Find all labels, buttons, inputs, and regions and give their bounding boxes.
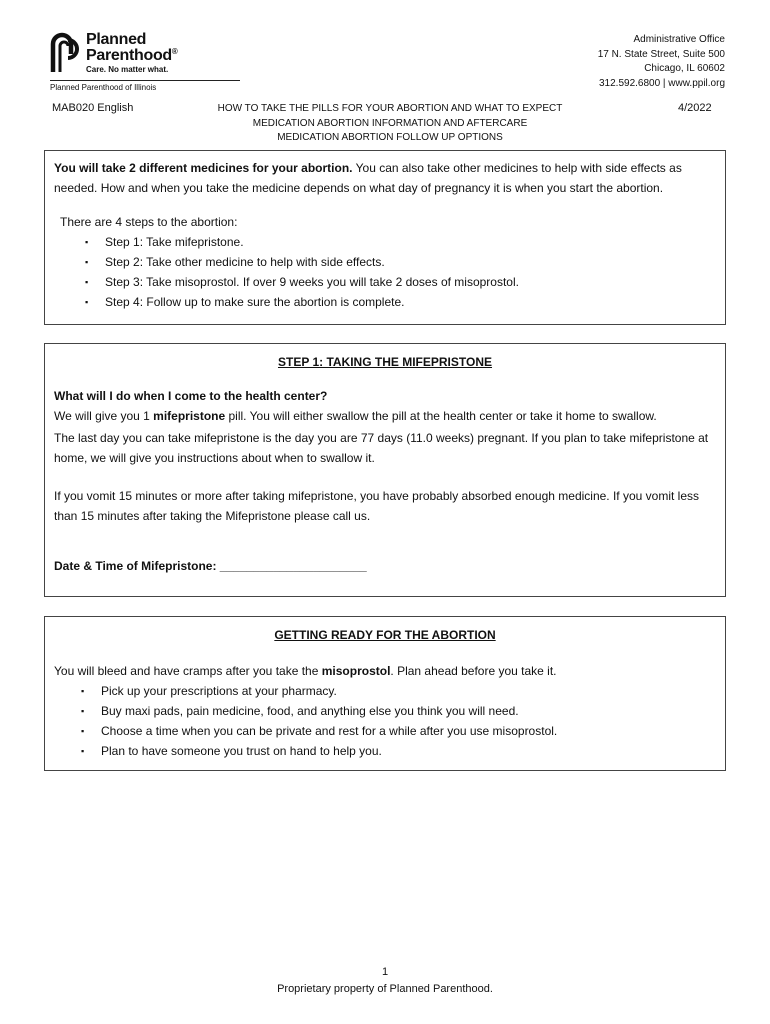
bullet-icon: ▪ [81,726,85,736]
step-text: Step 3: Take misoprostol. If over 9 weeks you will take 2 doses of misoprostol. [105,275,519,289]
logo-divider [50,80,240,81]
intro-bold-lead: You will take 2 different medicines for your abortion. [54,161,353,175]
list-item [85,272,716,292]
item-text: Plan to have someone you trust on hand to help you. [101,744,382,758]
footer-text: Proprietary property of Planned Parenthood. [277,983,493,995]
title-line: HOW TO TAKE THE PILLS FOR YOUR ABORTION AND WHAT TO EXPECT [217,103,563,114]
bullet-icon: ▪ [81,686,85,696]
office-line: 312.592.6800 | www.ppil.org [598,77,725,89]
step1-paragraph-2: The last day you can take mifepristone is the day you are 77 days (11.0 weeks) pregnant. If you plan to take mifepristone at home, we will give you instructions about when to swallow it. [54,431,709,465]
registered-mark: ® [171,47,178,56]
list-item [85,292,716,312]
text-span: . Plan ahead before you take it. [390,664,557,678]
text-span: You will bleed and have cramps after you take the [54,664,322,678]
item-text: Buy maxi pads, pain medicine, food, and anything else you think you will need. [101,704,519,718]
list-item [81,681,716,701]
step1-box [44,343,726,597]
bullet-icon: ▪ [85,237,89,247]
office-line: Administrative Office [633,34,725,45]
getting-ready-heading: GETTING READY FOR THE ABORTION [274,628,496,642]
office-address [598,33,725,91]
mifepristone-bold: mifepristone [153,409,226,423]
bullet-icon: ▪ [85,297,89,307]
list-item [85,232,716,252]
document-title [215,102,565,146]
step1-paragraph-1 [54,406,716,426]
text-span: pill. You will either swallow the pill at the health center or take it home to swallow. [225,409,657,423]
mifepristone-date-field[interactable]: Date & Time of Mifepristone: ______________________ [54,559,367,573]
page-number: 1 [381,966,389,978]
item-text: Pick up your prescriptions at your pharmacy. [101,684,337,698]
getting-ready-box [44,616,726,771]
misoprostol-bold: misoprostol [321,664,391,678]
bullet-icon: ▪ [85,277,89,287]
text-span: We will give you 1 [54,409,154,423]
bullet-icon: ▪ [85,257,89,267]
steps-intro: There are 4 steps to the abortion: [60,215,238,229]
intro-text: You can also take other medicines to help with side effects as needed. How and when you take the medicine depends on what day of pregnancy it is when you start the abortion. [54,161,682,195]
list-item [85,252,716,272]
step1-paragraph-3: If you vomit 15 minutes or more after taking mifepristone, you have probably absorbed enough medicine. If you vomit less than 15 minutes after taking the Mifepristone please call us. [54,489,699,523]
office-line: 17 N. State Street, Suite 500 [597,48,725,60]
step-text: Step 2: Take other medicine to help with side effects. [105,255,385,269]
bullet-icon: ▪ [81,746,85,756]
getting-ready-list [54,681,716,761]
step1-heading: STEP 1: TAKING THE MIFEPRISTONE [277,355,493,369]
intro-paragraph [54,158,716,198]
logo-name-line2: Parenthood [86,47,172,64]
bullet-icon: ▪ [81,706,85,716]
logo-affiliate: Planned Parenthood of Illinois [50,83,157,92]
list-item [81,701,716,721]
pp-logo-icon [50,32,80,74]
steps-list [54,232,716,312]
document-code: MAB020 English [52,102,134,114]
page-footer [0,964,770,998]
step-text: Step 4: Follow up to make sure the abortion is complete. [105,295,405,309]
getting-ready-paragraph [54,661,716,681]
step-text: Step 1: Take mifepristone. [105,235,244,249]
logo-tagline: Care. No matter what. [86,65,169,74]
office-line: Chicago, IL 60602 [644,63,725,74]
item-text: Choose a time when you can be private and rest for a while after you use misoprostol. [101,724,558,738]
intro-box [44,150,726,325]
document-date: 4/2022 [678,102,712,114]
title-line: MEDICATION ABORTION INFORMATION AND AFTERCARE [252,117,528,129]
logo-name-line1: Planned [86,31,147,48]
step1-question: What will I do when I come to the health center? [54,389,328,403]
title-line: MEDICATION ABORTION FOLLOW UP OPTIONS [277,132,503,143]
list-item [81,721,716,741]
planned-parenthood-logo [50,32,245,92]
list-item [81,741,716,761]
